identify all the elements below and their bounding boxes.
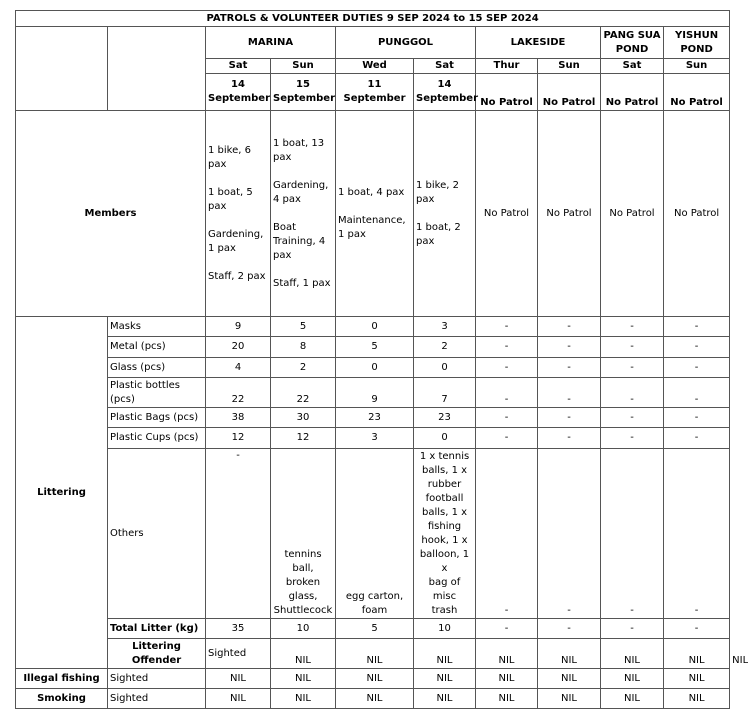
litter-item: Masks	[108, 317, 206, 337]
location-pang-sua-pond: PANG SUA POND	[601, 27, 664, 59]
litter-value: -	[664, 408, 730, 428]
members-cell: No Patrol	[538, 111, 601, 317]
offender-value: NIL	[271, 689, 336, 709]
litter-value: 9	[336, 378, 414, 408]
litter-value: -	[538, 378, 601, 408]
date-cell: No Patrol	[476, 74, 538, 111]
offender-value: NIL	[476, 689, 538, 709]
offender-value: NIL	[336, 639, 414, 669]
litter-value: 0	[414, 428, 476, 449]
date-cell: 14 September	[414, 74, 476, 111]
litter-others-value: -	[476, 449, 538, 619]
litter-value: 23	[336, 408, 414, 428]
litter-value: -	[538, 358, 601, 378]
litter-value: -	[664, 378, 730, 408]
offender-value: NIL	[664, 689, 730, 709]
date-cell: No Patrol	[601, 74, 664, 111]
date-cell: No Patrol	[664, 74, 730, 111]
litter-value: -	[476, 408, 538, 428]
litter-value: -	[601, 378, 664, 408]
litter-item: Plastic Cups (pcs)	[108, 428, 206, 449]
litter-value: -	[476, 337, 538, 358]
total-litter-value: -	[664, 619, 730, 639]
total-litter-value: 5	[336, 619, 414, 639]
litter-value: 0	[414, 358, 476, 378]
offender-value: NIL	[206, 689, 271, 709]
day-cell: Sun	[271, 59, 336, 74]
litter-value: 2	[414, 337, 476, 358]
litter-value: -	[476, 378, 538, 408]
blank-header-cell	[108, 27, 206, 111]
litter-row	[16, 428, 730, 449]
litter-value: -	[538, 337, 601, 358]
offender-row	[16, 689, 730, 709]
location-punggol: PUNGGOL	[336, 27, 476, 59]
total-litter-value: 10	[271, 619, 336, 639]
litter-value: -	[538, 428, 601, 449]
date-cell: 15 September	[271, 74, 336, 111]
litter-value: 5	[271, 317, 336, 337]
members-cell: 1 bike, 2 pax 1 boat, 2 pax	[414, 111, 476, 317]
offender-value: NIL	[601, 689, 664, 709]
offender-value: NIL	[414, 669, 476, 689]
litter-row	[16, 317, 730, 337]
litter-item-others: Others	[108, 449, 206, 619]
litter-value: -	[664, 358, 730, 378]
litter-value: -	[538, 317, 601, 337]
offender-sub: Sighted	[206, 639, 271, 669]
offender-value: NIL	[414, 639, 476, 669]
litter-value: -	[601, 337, 664, 358]
offender-value: NIL	[336, 689, 414, 709]
litter-value: -	[476, 428, 538, 449]
litter-value: 7	[414, 378, 476, 408]
offender-value: NIL	[538, 669, 601, 689]
total-litter-value: -	[601, 619, 664, 639]
litter-row	[16, 378, 730, 408]
offender-value: NIL	[664, 669, 730, 689]
members-cell: No Patrol	[601, 111, 664, 317]
litter-item: Plastic Bags (pcs)	[108, 408, 206, 428]
litter-row	[16, 337, 730, 358]
offender-row	[16, 669, 730, 689]
date-cell: 14 September	[206, 74, 271, 111]
offender-value: NIL	[476, 639, 538, 669]
litter-value: 9	[206, 317, 271, 337]
day-cell: Sun	[538, 59, 601, 74]
litter-others-value: -	[664, 449, 730, 619]
total-litter-value: 10	[414, 619, 476, 639]
day-cell: Sat	[601, 59, 664, 74]
offender-label: Littering Offender	[108, 639, 206, 669]
litter-value: 8	[271, 337, 336, 358]
litter-value: -	[476, 317, 538, 337]
day-cell: Sat	[206, 59, 271, 74]
litter-row	[16, 358, 730, 378]
litter-item: Plastic bottles (pcs)	[108, 378, 206, 408]
litter-value: 20	[206, 337, 271, 358]
members-cell: 1 boat, 13 pax Gardening, 4 pax Boat Training, 4 pax Staff, 1 pax	[271, 111, 336, 317]
litter-value: -	[601, 317, 664, 337]
day-cell: Thur	[476, 59, 538, 74]
total-litter-value: -	[476, 619, 538, 639]
offender-value: NIL	[664, 639, 730, 669]
location-yishun-pond: YISHUN POND	[664, 27, 730, 59]
offender-label: Illegal fishing	[16, 669, 108, 689]
litter-value: 38	[206, 408, 271, 428]
offender-value: NIL	[414, 689, 476, 709]
offender-row: Littering Offender Sighted NIL NIL NIL NIL NIL NIL NIL NIL	[16, 639, 730, 669]
litter-value: -	[601, 358, 664, 378]
patrol-duties-table	[15, 10, 748, 709]
litter-value: 0	[336, 358, 414, 378]
total-litter-value: -	[538, 619, 601, 639]
offender-sub: Sighted	[108, 669, 206, 689]
offender-value: NIL	[601, 669, 664, 689]
litter-value: 3	[414, 317, 476, 337]
litter-item: Glass (pcs)	[108, 358, 206, 378]
litter-value: -	[476, 358, 538, 378]
litter-others-value: -	[538, 449, 601, 619]
offender-value: NIL	[336, 669, 414, 689]
members-cell: 1 bike, 6 pax 1 boat, 5 pax Gardening, 1 pax Staff, 2 pax	[206, 111, 271, 317]
total-litter-label: Total Litter (kg)	[108, 619, 206, 639]
date-cell: 11 September	[336, 74, 414, 111]
table-title: PATROLS & VOLUNTEER DUTIES 9 SEP 2024 to 15 SEP 2024	[16, 11, 730, 27]
litter-others-value: -	[601, 449, 664, 619]
litter-others-value: 1 x tennis balls, 1 x rubber football balls, 1 x fishing hook, 1 x balloon, 1 x bag of misc trash	[414, 449, 476, 619]
members-label: Members	[16, 111, 206, 317]
members-cell: No Patrol	[476, 111, 538, 317]
offender-label: Smoking	[16, 689, 108, 709]
offender-value: NIL	[601, 639, 664, 669]
offender-sub: Sighted	[108, 689, 206, 709]
litter-others-value: -	[206, 449, 271, 619]
litter-others-row	[16, 449, 730, 619]
litter-value: 0	[336, 317, 414, 337]
litter-value: 12	[206, 428, 271, 449]
litter-value: 3	[336, 428, 414, 449]
day-cell: Sun	[664, 59, 730, 74]
offender-value: NIL	[476, 669, 538, 689]
location-header-row	[16, 27, 730, 59]
litter-others-value: egg carton, foam	[336, 449, 414, 619]
title-row	[16, 11, 730, 27]
litter-value: -	[664, 337, 730, 358]
members-row	[16, 111, 730, 317]
litter-value: 2	[271, 358, 336, 378]
litter-value: -	[538, 408, 601, 428]
day-cell: Sat	[414, 59, 476, 74]
total-litter-value: 35	[206, 619, 271, 639]
litter-value: 23	[414, 408, 476, 428]
litter-others-value: tennins ball, broken glass, Shuttlecock	[271, 449, 336, 619]
littering-label: Littering	[16, 317, 108, 669]
offender-value: NIL	[538, 689, 601, 709]
litter-value: 4	[206, 358, 271, 378]
offender-value: NIL	[538, 639, 601, 669]
location-lakeside: LAKESIDE	[476, 27, 601, 59]
litter-value: 22	[206, 378, 271, 408]
litter-value: -	[601, 428, 664, 449]
litter-total-row	[16, 619, 730, 639]
litter-value: 22	[271, 378, 336, 408]
litter-value: 12	[271, 428, 336, 449]
members-cell: 1 boat, 4 pax Maintenance, 1 pax	[336, 111, 414, 317]
litter-value: -	[664, 428, 730, 449]
offender-value: NIL	[271, 669, 336, 689]
litter-item: Metal (pcs)	[108, 337, 206, 358]
litter-value: -	[664, 317, 730, 337]
litter-value: -	[601, 408, 664, 428]
offender-value: NIL	[271, 639, 336, 669]
offender-value: NIL	[206, 669, 271, 689]
members-cell: No Patrol	[664, 111, 730, 317]
location-marina: MARINA	[206, 27, 336, 59]
blank-header-cell	[16, 27, 108, 111]
litter-value: 5	[336, 337, 414, 358]
litter-value: 30	[271, 408, 336, 428]
day-cell: Wed	[336, 59, 414, 74]
date-cell: No Patrol	[538, 74, 601, 111]
litter-row	[16, 408, 730, 428]
